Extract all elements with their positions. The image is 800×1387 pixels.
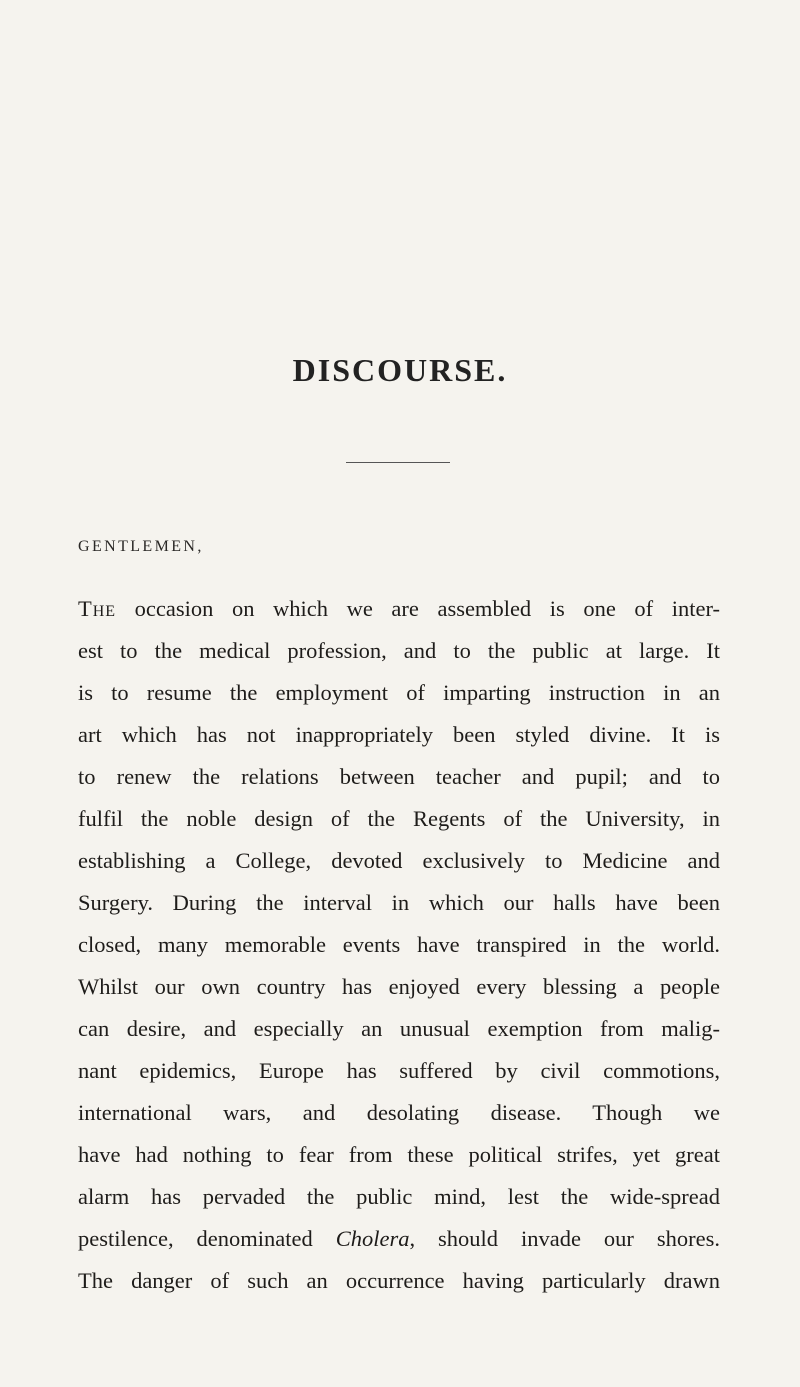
text-line-13: international wars, and desolating disease. Though we <box>78 1100 720 1125</box>
text-line-2: est to the medical profession, and to the public at large. It <box>78 638 720 663</box>
text-line-3: is to resume the employment of imparting instruction in an <box>78 680 720 705</box>
text-line-1 <box>78 594 720 624</box>
text-line-10: Whilst our own country has enjoyed every blessing a people <box>78 974 720 999</box>
text-line-8: Surgery. During the interval in which our halls have been <box>78 890 720 915</box>
text-line-17: The danger of such an occurrence having particularly drawn <box>78 1268 720 1293</box>
text-line-16-start: pestilence, denominated <box>78 1226 336 1251</box>
first-word: The <box>78 596 117 621</box>
text-line-11: can desire, and especially an unusual exemption from malig- <box>78 1016 720 1041</box>
text-line-12: nant epidemics, Europe has suffered by civil commotions, <box>78 1058 720 1083</box>
italic-word: Cholera <box>335 1226 410 1251</box>
text-line-15: alarm has pervaded the public mind, lest the wide-spread <box>78 1184 720 1209</box>
text-line-4: art which has not inappropriately been styled divine. It is <box>78 722 720 747</box>
salutation: GENTLEMEN, <box>78 538 204 555</box>
text-line-1-rest: occasion on which we are assembled is one of inter- <box>116 596 720 621</box>
text-line-14: have had nothing to fear from these political strifes, yet great <box>78 1142 720 1167</box>
text-line-16-end: , should invade our shores. <box>409 1226 720 1251</box>
title-rule-divider <box>346 462 450 463</box>
text-line-16 <box>78 1224 720 1254</box>
text-line-5: to renew the relations between teacher and pupil; and to <box>78 764 720 789</box>
text-line-9: closed, many memorable events have transpired in the world. <box>78 932 720 957</box>
page-title: DISCOURSE. <box>292 352 508 388</box>
text-line-7: establishing a College, devoted exclusively to Medicine and <box>78 848 720 873</box>
text-line-6: fulfil the noble design of the Regents of the University, in <box>78 806 720 831</box>
